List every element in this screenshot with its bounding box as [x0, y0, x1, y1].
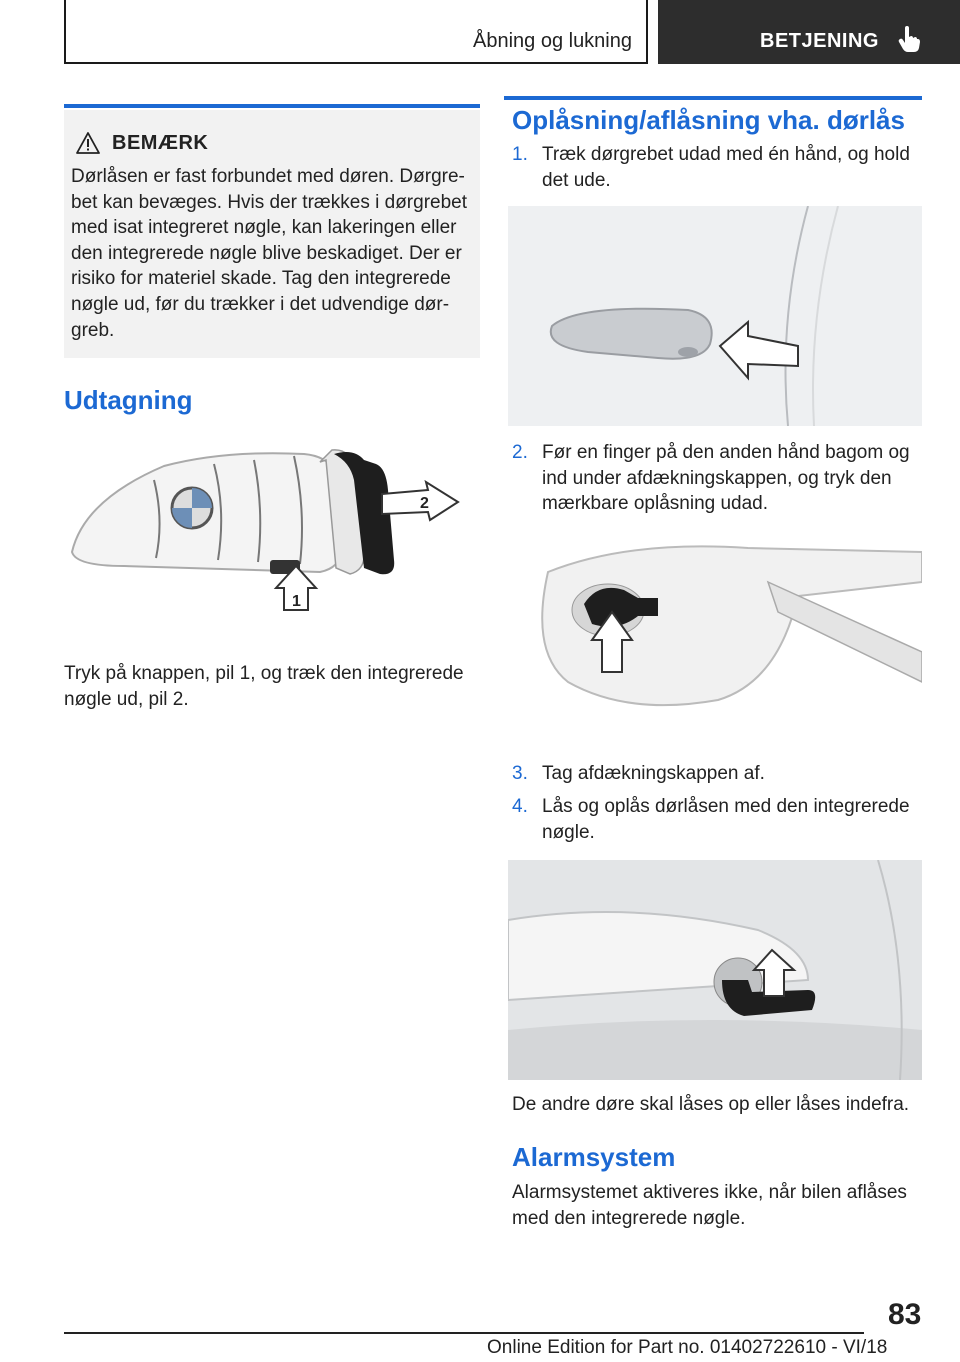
other-doors-text: De andre døre skal låses op eller låses indefra. — [512, 1094, 910, 1115]
step-text: Tag afdækningskappen af. — [542, 763, 765, 784]
note-text: Dørlåsen er fast forbundet med døren. Dørgre-bet kan bevæges. Hvis der trækkes i dørgrebet med isat integreret nøgle, kan lakeringen eller den integrerede nøgle blive beskadiget. Der er risiko for materiel skade. Tag den integrerede nøgle ud, før du trækker i det udvendige dør-greb. — [71, 166, 468, 341]
step-4 — [512, 794, 922, 845]
heading-udtagning: Udtagning — [64, 385, 193, 415]
warning-icon — [76, 132, 100, 154]
step-text: Lås og oplås dørlåsen med den integrerede nøgle. — [542, 796, 910, 843]
step-number: 3. — [512, 763, 528, 784]
header-section-title: Åbning og lukning — [472, 30, 632, 52]
heading-door-lock: Oplåsning/aflåsning vha. dørlås — [512, 105, 905, 135]
cover-cap-illustration — [508, 532, 922, 750]
step-3 — [512, 761, 922, 787]
step-number: 2. — [512, 442, 528, 463]
hand-pointer-icon — [898, 26, 920, 52]
step-text: Træk dørgrebet udad med én hånd, og hold det ude. — [542, 144, 910, 191]
step-1 — [512, 142, 922, 193]
header-chapter-tab — [658, 0, 960, 64]
footer-rule — [64, 1332, 864, 1334]
page-number: 83 — [888, 1298, 922, 1331]
key-removal-illustration — [64, 440, 480, 636]
alarm-text: Alarmsystemet aktiveres ikke, når bilen aflåses med den integrerede nøgle. — [512, 1182, 907, 1229]
header-chapter-title: BETJENING — [760, 30, 879, 52]
heading-alarm: Alarmsystem — [512, 1142, 676, 1172]
footer-edition: Online Edition for Part no. 01402722610 - VI/18 — [487, 1337, 888, 1358]
step-2 — [512, 440, 922, 517]
header-section-tab — [64, 0, 648, 64]
step-number: 4. — [512, 796, 528, 817]
figure-label-1: 1 — [292, 593, 301, 610]
door-handle-photo-2 — [508, 860, 922, 1080]
section-top-rule — [504, 96, 922, 100]
step-text: Før en finger på den anden hånd bagom og ind under afdækningskappen, og tryk den mærkbare oplåsning udad. — [542, 442, 910, 515]
figure-label-2: 2 — [420, 495, 429, 512]
key-removal-caption: Tryk på knappen, pil 1, og træk den integrerede nøgle ud, pil 2. — [64, 663, 464, 710]
door-handle-photo-1 — [508, 206, 922, 426]
note-top-rule — [64, 104, 480, 108]
note-title: BEMÆRK — [112, 132, 209, 154]
step-number: 1. — [512, 144, 528, 165]
